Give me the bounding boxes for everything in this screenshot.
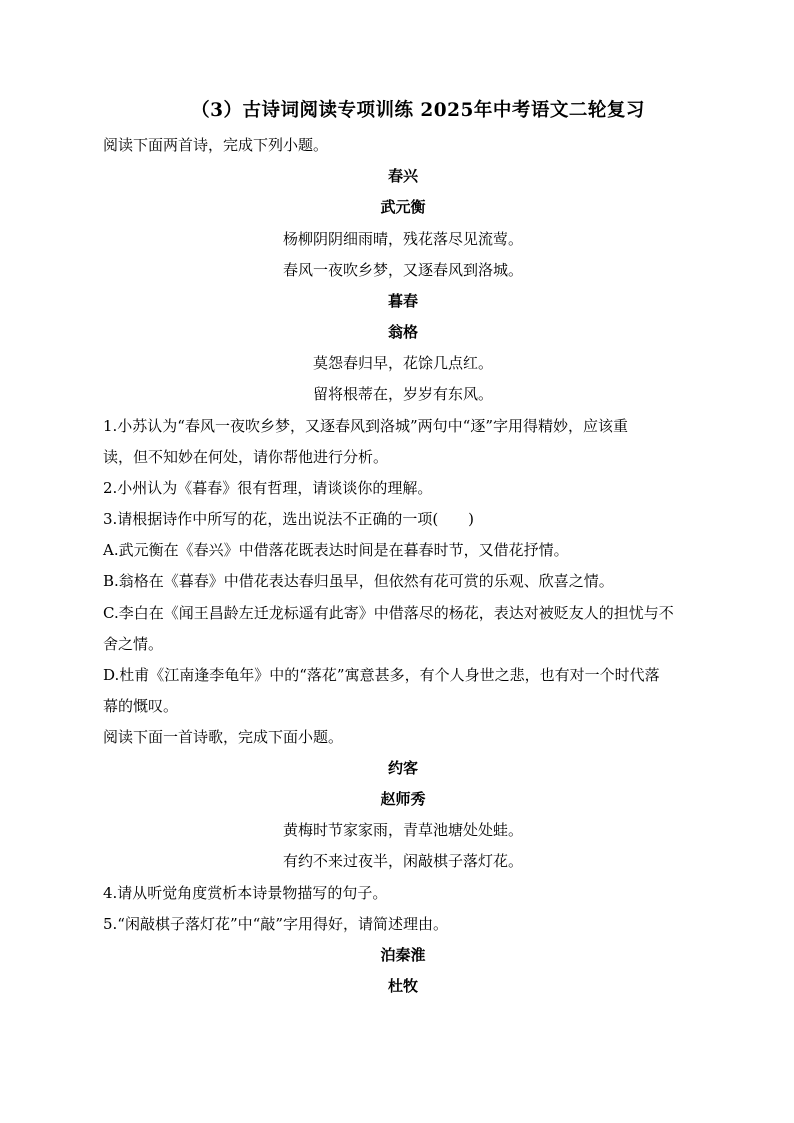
document-title: （3）古诗词阅读专项训练 2025年中考语文二轮复习 [191, 100, 645, 121]
poem-title-muchun: 暮春 [387, 292, 418, 310]
option-a: A.武元衡在《春兴》中借落花既表达时间是在暮春时节，又借花抒情。 [103, 541, 569, 559]
question-5: 5.“闲敲棋子落灯花”中“敲”字用得好，请简述理由。 [103, 915, 448, 933]
question-4: 4.请从听觉角度赏析本诗景物描写的句子。 [103, 884, 388, 902]
poem-author-dumu: 杜牧 [387, 977, 418, 995]
poem-title-boqinhuai: 泊秦淮 [380, 946, 426, 964]
poem-title-chunxing: 春兴 [387, 167, 418, 185]
option-c-line1: C.李白在《闻王昌龄左迁龙标遥有此寄》中借落尽的杨花，表达对被贬友人的担忧与不 [103, 604, 674, 622]
poem3-line2: 有约不来过夜半，闲敲棋子落灯花。 [282, 852, 523, 870]
question-1-line1: 1.小苏认为“春风一夜吹乡梦，又逐春风到洛城”两句中“逐”字用得精妙，应该重 [103, 417, 628, 435]
reading-instruction-2: 阅读下面一首诗歌，完成下面小题。 [103, 728, 344, 746]
question-1-line2: 读，但不知妙在何处，请你帮他进行分析。 [103, 448, 389, 466]
option-b: B.翁格在《暮春》中借花表达春归虽早，但依然有花可赏的乐观、欣喜之情。 [103, 572, 614, 590]
poem-author-zhaoshixiu: 赵师秀 [380, 790, 426, 808]
option-d-line1: D.杜甫《江南逢李龟年》中的“落花”寓意甚多，有个人身世之悲，也有对一个时代落 [103, 666, 660, 684]
poem2-line2: 留将根蒂在，岁岁有东风。 [312, 385, 493, 403]
poem1-line2: 春风一夜吹乡梦，又逐春风到洛城。 [282, 261, 523, 279]
option-d-line2: 幕的慨叹。 [103, 697, 179, 715]
question-3: 3.请根据诗作中所写的花，选出说法不正确的一项( ) [103, 510, 475, 528]
reading-instruction-1: 阅读下面两首诗，完成下列小题。 [103, 136, 329, 154]
poem-title-yueke: 约客 [387, 759, 418, 777]
option-c-line2: 舍之情。 [103, 635, 164, 653]
poem3-line1: 黄梅时节家家雨，青草池塘处处蛙。 [282, 821, 523, 839]
poem2-line1: 莫怨春归早，花馀几点红。 [312, 354, 493, 372]
poem-author-wengge: 翁格 [387, 323, 418, 341]
poem-author-wuyuanheng: 武元衡 [380, 198, 426, 216]
question-2: 2.小州认为《暮春》很有哲理，请谈谈你的理解。 [103, 479, 433, 497]
poem1-line1: 杨柳阴阴细雨晴，残花落尽见流莺。 [282, 230, 523, 248]
